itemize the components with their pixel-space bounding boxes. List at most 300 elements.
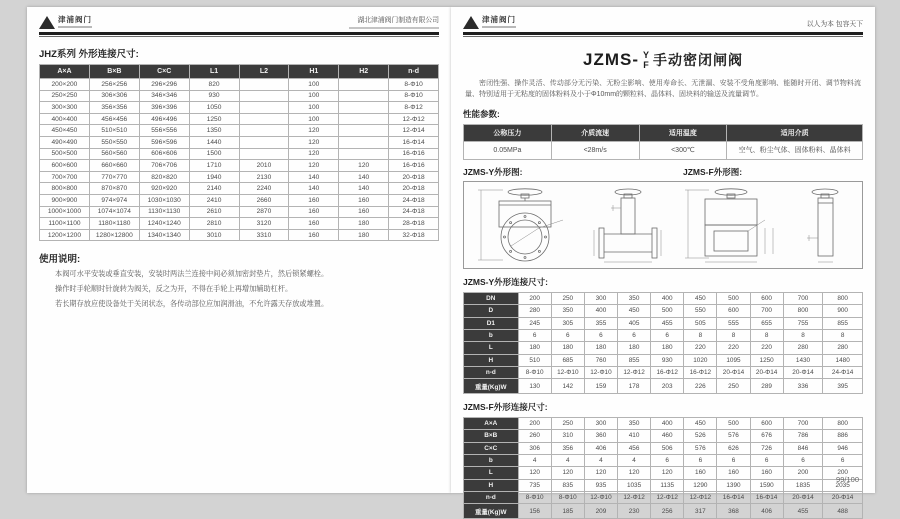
- table-cell: 1340×1340: [139, 229, 189, 241]
- column-header: 适用介质: [727, 124, 863, 141]
- table-cell: 6: [750, 454, 783, 466]
- table-cell: [339, 125, 389, 137]
- table-cell: 20-Φ14: [717, 367, 750, 379]
- table-cell: 6: [551, 329, 584, 341]
- table-cell: 706×706: [139, 160, 189, 172]
- table-cell: 1440: [189, 136, 239, 148]
- table-cell: 180: [339, 218, 389, 230]
- table-cell: 160: [339, 194, 389, 206]
- table-cell: 260: [518, 430, 551, 442]
- table-row: [464, 305, 863, 317]
- table-cell: 20-Φ14: [750, 367, 783, 379]
- table-cell: 510×510: [89, 125, 139, 137]
- column-header: B×B: [89, 65, 139, 79]
- table-cell: 250: [717, 379, 750, 393]
- table-cell: 450: [684, 292, 717, 304]
- table-cell: [239, 79, 289, 91]
- table-cell: 4: [618, 454, 651, 466]
- table-cell: 1835: [783, 479, 823, 491]
- column-header: H2: [339, 65, 389, 79]
- table-row: [464, 467, 863, 479]
- column-header: L1: [189, 65, 239, 79]
- table-cell: 360: [584, 430, 617, 442]
- table-cell: 209: [584, 504, 617, 518]
- table-cell: 555: [717, 317, 750, 329]
- table-cell: 12-Φ12: [651, 492, 684, 504]
- table-cell: 550: [684, 305, 717, 317]
- table-cell: 700: [750, 305, 783, 317]
- table-cell: 2410: [189, 194, 239, 206]
- table-cell: 2870: [239, 206, 289, 218]
- table-cell: 500: [717, 417, 750, 429]
- table-cell: 12-Φ14: [389, 125, 439, 137]
- table-cell: 755: [783, 317, 823, 329]
- table-cell: 300: [584, 292, 617, 304]
- table-cell: 1095: [717, 354, 750, 366]
- table-cell: 400: [651, 292, 684, 304]
- table-cell: 2035: [823, 479, 863, 491]
- row-header: A×A: [464, 417, 519, 429]
- table-cell: 3120: [239, 218, 289, 230]
- table-cell: [239, 113, 289, 125]
- table-cell: 760: [584, 354, 617, 366]
- table-cell: 120: [289, 160, 339, 172]
- table-cell: 16-Φ14: [717, 492, 750, 504]
- table-row: [40, 113, 439, 125]
- table-cell: 676: [750, 430, 783, 442]
- column-header: L2: [239, 65, 289, 79]
- table-cell: 396×396: [139, 102, 189, 114]
- table-cell: 250: [551, 417, 584, 429]
- table-cell: 1130×1130: [139, 206, 189, 218]
- table-cell: 700: [783, 292, 823, 304]
- table-cell: 142: [551, 379, 584, 393]
- catalog-page-left: [27, 7, 451, 493]
- table-cell: 20-Φ18: [389, 183, 439, 195]
- table-cell: 846: [783, 442, 823, 454]
- table-cell: 455: [651, 317, 684, 329]
- column-header: 介质流速: [551, 124, 639, 141]
- table-cell: [239, 90, 289, 102]
- table-cell: 2610: [189, 206, 239, 218]
- table-cell: 317: [684, 504, 717, 518]
- table-cell: <28m/s: [551, 141, 639, 159]
- table-cell: 450×450: [40, 125, 90, 137]
- table-cell: 1430: [783, 354, 823, 366]
- table-cell: 930: [651, 354, 684, 366]
- table-cell: 4: [551, 454, 584, 466]
- table-cell: 800×800: [40, 183, 90, 195]
- table-cell: 120: [551, 467, 584, 479]
- table-cell: 20-Φ14: [823, 492, 863, 504]
- diagram-y-label: JZMS-Y外形图:: [463, 166, 523, 177]
- table-cell: 12-Φ12: [618, 492, 651, 504]
- table-cell: 336: [783, 379, 823, 393]
- table-cell: 12-Φ10: [551, 367, 584, 379]
- table-cell: 230: [618, 504, 651, 518]
- table-cell: 600: [717, 305, 750, 317]
- company-subtext: [349, 27, 439, 29]
- table-cell: 140: [339, 183, 389, 195]
- table-row: [464, 367, 863, 379]
- performance-title: 性能参数:: [463, 108, 500, 119]
- page-header: [451, 7, 875, 32]
- table-cell: 203: [651, 379, 684, 393]
- table-cell: [239, 125, 289, 137]
- table-cell: 1200×1200: [40, 229, 90, 241]
- table-cell: 456: [618, 442, 651, 454]
- table-cell: 1180×1180: [89, 218, 139, 230]
- table-cell: 1250: [189, 113, 239, 125]
- table-cell: 870×870: [89, 183, 139, 195]
- table-cell: 2010: [239, 160, 289, 172]
- table-cell: 1100×1100: [40, 218, 90, 230]
- table-cell: 500×500: [40, 148, 90, 160]
- page-number: 99/100: [836, 475, 859, 484]
- table-cell: 770×770: [89, 171, 139, 183]
- performance-table: [463, 124, 863, 160]
- table-cell: 245: [518, 317, 551, 329]
- table-cell: 180: [551, 342, 584, 354]
- table-cell: 280: [823, 342, 863, 354]
- table-cell: 8: [684, 329, 717, 341]
- table-cell: 24-Φ18: [389, 206, 439, 218]
- table-cell: 100: [289, 79, 339, 91]
- table-cell: 8: [750, 329, 783, 341]
- table-cell: 4: [584, 454, 617, 466]
- table-cell: 8-Φ10: [518, 492, 551, 504]
- header-rule: [463, 32, 863, 37]
- table-cell: 1940: [189, 171, 239, 183]
- table-cell: 100: [289, 90, 339, 102]
- row-header: H: [464, 354, 519, 366]
- brand-name: 津浦阀门: [482, 15, 516, 24]
- table-cell: 16-Φ12: [684, 367, 717, 379]
- table-cell: 496×496: [139, 113, 189, 125]
- table-cell: 450: [684, 417, 717, 429]
- table-cell: 140: [339, 171, 389, 183]
- table-cell: 726: [750, 442, 783, 454]
- table-cell: 606×606: [139, 148, 189, 160]
- table-cell: 4: [518, 454, 551, 466]
- usage-line-2: 操作时手轮顺时针旋转为阀关，反之为开，不得在手轮上再增加辅助杠杆。: [55, 284, 293, 294]
- product-description: 密闭性强、操作灵活、传动部分无污染、无粉尘影响、使用寿命长、无泄漏、安装不受角度影响、能随时开闭、调节物料流量、特别适用于无粘度的固体粉料及小于Φ10mm的颗粒料、晶体料、固块料的输送及流量调节。: [465, 79, 861, 99]
- table-cell: 185: [551, 504, 584, 518]
- column-header: 公称压力: [464, 124, 552, 141]
- table-cell: 576: [684, 442, 717, 454]
- product-model-prefix: JZMS-: [582, 50, 639, 70]
- table-cell: 16-Φ16: [389, 160, 439, 172]
- table-cell: 1480: [823, 354, 863, 366]
- table-cell: 140: [289, 183, 339, 195]
- table-cell: 406: [584, 442, 617, 454]
- table-cell: 2660: [239, 194, 289, 206]
- column-header: 适用温度: [639, 124, 727, 141]
- table-cell: [239, 148, 289, 160]
- table-row: [464, 354, 863, 366]
- table-cell: 20-Φ14: [783, 367, 823, 379]
- column-header: C×C: [139, 65, 189, 79]
- table-cell: 20-Φ14: [783, 492, 823, 504]
- table-cell: 2140: [189, 183, 239, 195]
- table-cell: 296×296: [139, 79, 189, 91]
- table-cell: 140: [289, 171, 339, 183]
- column-header: n-d: [389, 65, 439, 79]
- jhz-section-title: JHZ系列 外形连接尺寸:: [39, 49, 139, 60]
- table-cell: 488: [823, 504, 863, 518]
- table-cell: 200: [518, 417, 551, 429]
- table-cell: 500: [651, 305, 684, 317]
- table-row: [464, 141, 863, 159]
- table-cell: 550×550: [89, 136, 139, 148]
- table-cell: 1135: [651, 479, 684, 491]
- table-cell: 456×456: [89, 113, 139, 125]
- table-cell: 1390: [717, 479, 750, 491]
- table-row: [40, 148, 439, 160]
- table-cell: 160: [289, 218, 339, 230]
- table-row: [40, 183, 439, 195]
- table-cell: 460: [651, 430, 684, 442]
- table-row: [40, 229, 439, 241]
- table-cell: 3310: [239, 229, 289, 241]
- table-cell: 8-Φ12: [389, 102, 439, 114]
- table-cell: 120: [289, 148, 339, 160]
- table-cell: 626: [717, 442, 750, 454]
- usage-line-1: 本阀可水平安装或垂直安装，安装时两法兰连接中间必须加密封垫片，然后锁紧螺栓。: [55, 269, 329, 279]
- jzms-f-side-view-drawing: [797, 186, 853, 264]
- valve-drawings-panel: [463, 181, 863, 269]
- table-cell: 1050: [189, 102, 239, 114]
- brand-logo: [39, 16, 92, 29]
- usage-line-3: 若长期存放应使设备处于关闭状态，各传动部位应加润滑油，不允许露天存放或堆置。: [55, 298, 329, 308]
- row-header: n-d: [464, 367, 519, 379]
- table-row: [40, 79, 439, 91]
- slogan-text: 以人为本 包容天下: [806, 20, 863, 28]
- table-row: [40, 160, 439, 172]
- table-cell: 100: [289, 113, 339, 125]
- header-rule: [39, 32, 439, 37]
- table-cell: 350: [618, 292, 651, 304]
- table-cell: 120: [289, 136, 339, 148]
- variant-y: Y: [642, 50, 649, 60]
- table-cell: 120: [618, 467, 651, 479]
- table-cell: 226: [684, 379, 717, 393]
- jzms-y-front-view-drawing: [473, 186, 573, 264]
- table-cell: 6: [823, 454, 863, 466]
- jhz-dimension-table: [39, 64, 439, 241]
- table-cell: 346×346: [139, 90, 189, 102]
- table-cell: 510: [518, 354, 551, 366]
- table-cell: 16-Φ16: [389, 148, 439, 160]
- table-cell: 220: [750, 342, 783, 354]
- jzms-f-front-view-drawing: [681, 186, 779, 264]
- table-cell: 空气、粉尘气体、固体粉料、晶体料: [727, 141, 863, 159]
- table-cell: 368: [717, 504, 750, 518]
- table-cell: 1000×1000: [40, 206, 90, 218]
- table-cell: 356: [551, 442, 584, 454]
- table-cell: 700×700: [40, 171, 90, 183]
- table-cell: 120: [339, 160, 389, 172]
- column-header: A×A: [40, 65, 90, 79]
- table-row: [40, 206, 439, 218]
- table-cell: [339, 79, 389, 91]
- table-cell: 820×820: [139, 171, 189, 183]
- table-cell: 1030×1030: [139, 194, 189, 206]
- table-cell: 0.05MPa: [464, 141, 552, 159]
- table-row: [464, 292, 863, 304]
- table-cell: [339, 148, 389, 160]
- company-name: 湖北津浦阀门制造有限公司: [357, 17, 439, 25]
- table-cell: 800: [823, 417, 863, 429]
- table-cell: 289: [750, 379, 783, 393]
- table-cell: 28-Φ18: [389, 218, 439, 230]
- table-cell: 6: [518, 329, 551, 341]
- variant-f: F: [643, 60, 649, 71]
- catalog-page-right: [451, 7, 875, 516]
- table-cell: 1020: [684, 354, 717, 366]
- table-cell: 16-Φ14: [750, 492, 783, 504]
- table-cell: 100: [289, 102, 339, 114]
- table-cell: 886: [823, 430, 863, 442]
- table-cell: 596×596: [139, 136, 189, 148]
- table-cell: 900×900: [40, 194, 90, 206]
- table-cell: 400: [651, 417, 684, 429]
- table-cell: 12-Φ12: [389, 113, 439, 125]
- table-row: [40, 102, 439, 114]
- table-cell: 130: [518, 379, 551, 393]
- table-cell: <300℃: [639, 141, 727, 159]
- table-cell: 6: [651, 329, 684, 341]
- table-cell: 8-Φ10: [389, 79, 439, 91]
- table-cell: 900: [823, 305, 863, 317]
- table-cell: 180: [518, 342, 551, 354]
- table-cell: 160: [684, 467, 717, 479]
- table-cell: 556×556: [139, 125, 189, 137]
- brand-subtext: [482, 26, 516, 28]
- table-cell: 406: [750, 504, 783, 518]
- table-row: [464, 492, 863, 504]
- table-cell: 655: [750, 317, 783, 329]
- row-header: D: [464, 305, 519, 317]
- table-row: [464, 504, 863, 518]
- table-cell: 220: [717, 342, 750, 354]
- table-cell: 500: [717, 292, 750, 304]
- product-model-variants: [643, 50, 649, 71]
- table-cell: 160: [750, 467, 783, 479]
- table-cell: 1074×1074: [89, 206, 139, 218]
- table-row: [464, 454, 863, 466]
- table-cell: 180: [618, 342, 651, 354]
- table-cell: 600: [750, 417, 783, 429]
- table-cell: 24-Φ18: [389, 194, 439, 206]
- table-cell: 1590: [750, 479, 783, 491]
- table-cell: 820: [189, 79, 239, 91]
- table-cell: 12-Φ10: [584, 492, 617, 504]
- table-cell: 180: [339, 229, 389, 241]
- brand-logo: [463, 16, 516, 29]
- triangle-logo-icon: [39, 16, 55, 29]
- brand-subtext: [58, 26, 92, 28]
- table-cell: 280: [783, 342, 823, 354]
- table-cell: 505: [684, 317, 717, 329]
- table-cell: 280: [518, 305, 551, 317]
- row-header: B×B: [464, 430, 519, 442]
- table-cell: 159: [584, 379, 617, 393]
- table-cell: 400: [584, 305, 617, 317]
- table-cell: 156: [518, 504, 551, 518]
- product-name: 手动密闭闸阀: [653, 52, 743, 69]
- table-cell: 12-Φ10: [584, 367, 617, 379]
- jzms-y-side-view-drawing: [591, 186, 663, 264]
- table-cell: 1710: [189, 160, 239, 172]
- table-cell: 200×200: [40, 79, 90, 91]
- table-cell: 256: [651, 504, 684, 518]
- table-row: [40, 125, 439, 137]
- table-cell: 160: [289, 194, 339, 206]
- table-cell: 935: [584, 479, 617, 491]
- table-cell: 160: [339, 206, 389, 218]
- row-header: D1: [464, 317, 519, 329]
- table-cell: 2810: [189, 218, 239, 230]
- row-header: L: [464, 342, 519, 354]
- table-row: [40, 218, 439, 230]
- table-cell: 8-Φ10: [518, 367, 551, 379]
- table-cell: 6: [684, 454, 717, 466]
- table-cell: 310: [551, 430, 584, 442]
- table-cell: 8-Φ10: [389, 90, 439, 102]
- table-cell: 405: [618, 317, 651, 329]
- table-cell: 506: [651, 442, 684, 454]
- table-cell: 455: [783, 504, 823, 518]
- table-cell: 400×400: [40, 113, 90, 125]
- table-cell: 16-Φ12: [651, 367, 684, 379]
- row-header: 重量(Kg)W: [464, 379, 519, 393]
- table-cell: 12-Φ12: [684, 492, 717, 504]
- table-cell: 306×306: [89, 90, 139, 102]
- row-header: DN: [464, 292, 519, 304]
- table-cell: 220: [684, 342, 717, 354]
- table-cell: 356×356: [89, 102, 139, 114]
- page-header: [27, 7, 451, 32]
- table-cell: 256×256: [89, 79, 139, 91]
- table-cell: 410: [618, 430, 651, 442]
- row-header: 重量(Kg)W: [464, 504, 519, 518]
- table-cell: 160: [289, 229, 339, 241]
- table-row: [464, 417, 863, 429]
- table-cell: 946: [823, 442, 863, 454]
- table-cell: 660×660: [89, 160, 139, 172]
- table-cell: 735: [518, 479, 551, 491]
- row-header: L: [464, 467, 519, 479]
- usage-title: 使用说明:: [39, 254, 81, 266]
- table-row: [464, 317, 863, 329]
- table-cell: 3010: [189, 229, 239, 241]
- table-cell: 6: [717, 454, 750, 466]
- table-cell: 1035: [618, 479, 651, 491]
- table-row: [464, 329, 863, 341]
- column-header: H1: [289, 65, 339, 79]
- table-cell: 1500: [189, 148, 239, 160]
- table-cell: 1240×1240: [139, 218, 189, 230]
- row-header: n-d: [464, 492, 519, 504]
- jzms-f-dimension-table: [463, 417, 863, 519]
- table-row: [464, 379, 863, 393]
- table-cell: 1280×12800: [89, 229, 139, 241]
- table-cell: 800: [823, 292, 863, 304]
- table-cell: 250: [551, 292, 584, 304]
- table-cell: 600: [750, 292, 783, 304]
- table-cell: [339, 90, 389, 102]
